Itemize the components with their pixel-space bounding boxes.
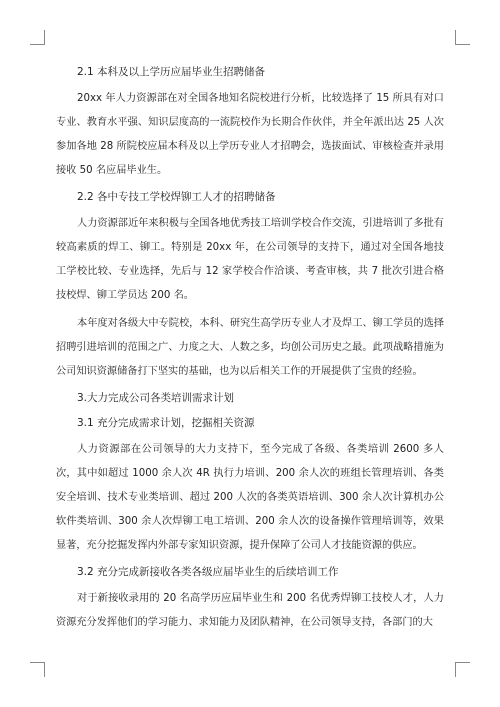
crop-mark-bottom-right (455, 662, 470, 677)
crop-mark-top-left (30, 30, 45, 45)
paragraph-training-completed: 人力资源部在公司领导的大力支持下，至今完成了各级、各类培训 2600 多人次，其中如超过 1000 余人次 4R 执行力培训、200 余人次的班组长管理培训、各类安全培训、技术专业类培训、超过 200 人次的各类英语培训、300 余人次计算机办公软件类培训、300 余人次焊铆工电工培训、200 余人次的设备操作管理培训等，效果显著，充分挖掘发挥内外部专家知识资源，提升保障了公司人才技能资源的供应。 (56, 444, 444, 551)
section-heading-3: 3.大力完成公司各类培训需求计划 (77, 392, 235, 404)
paragraph-new-graduate-training: 对于新接收录用的 20 名高学历应届毕业生和 200 名优秀焊铆工技校人才，人力资源充分发挥他们的学习能力、求知能力及团队精神，在公司领导支持，各部门的大 (56, 593, 444, 628)
crop-mark-top-right (455, 30, 470, 45)
section-heading-2-1: 2.1 本科及以上学历应届毕业生招聘储备 (77, 66, 266, 78)
section-heading-2-2: 2.2 各中专技工学校焊铆工人才的招聘储备 (77, 191, 276, 203)
paragraph-annual-summary: 本年度对各级大中专院校，本科、研究生高学历专业人才及焊工、铆工学员的选择招聘引进培训的范围之广、力度之大、人数之多，均创公司历史之最。此项战略措施为公司知识资源储备打下坚实的基础，也为以后相关工作的开展提供了宝贵的经验。 (56, 318, 444, 377)
paragraph-undergrad-recruitment: 20xx 年人力资源部在对全国各地知名院校进行分析，比较选择了 15 所具有对口专业、教育水平强、知识层度高的一流院校作为长期合作伙伴，并全年派出达 25 人次参加各地 28 所院校应届本科及以上学历专业人才招聘会，选拔面试、审核检查并录用接收 50 名应届毕业生。 (56, 93, 444, 176)
crop-mark-bottom-left (30, 662, 45, 677)
document-page (56, 62, 444, 639)
paragraph-technical-school-recruitment: 人力资源部近年来积极与全国各地优秀技工培训学校合作交流，引进培训了多批有较高素质的焊工、铆工。特别是 20xx 年，在公司领导的支持下，通过对全国各地技工学校比较、专业选择，先后与 12 家学校合作洽谈、考查审核，共 7 批次引进合格技校焊、铆工学员达 200 名。 (56, 218, 444, 301)
section-heading-3-2: 3.2 充分完成新接收各类各级应届毕业生的后续培训工作 (77, 566, 339, 578)
section-heading-3-1: 3.1 充分完成需求计划，挖掘相关资源 (77, 417, 255, 429)
